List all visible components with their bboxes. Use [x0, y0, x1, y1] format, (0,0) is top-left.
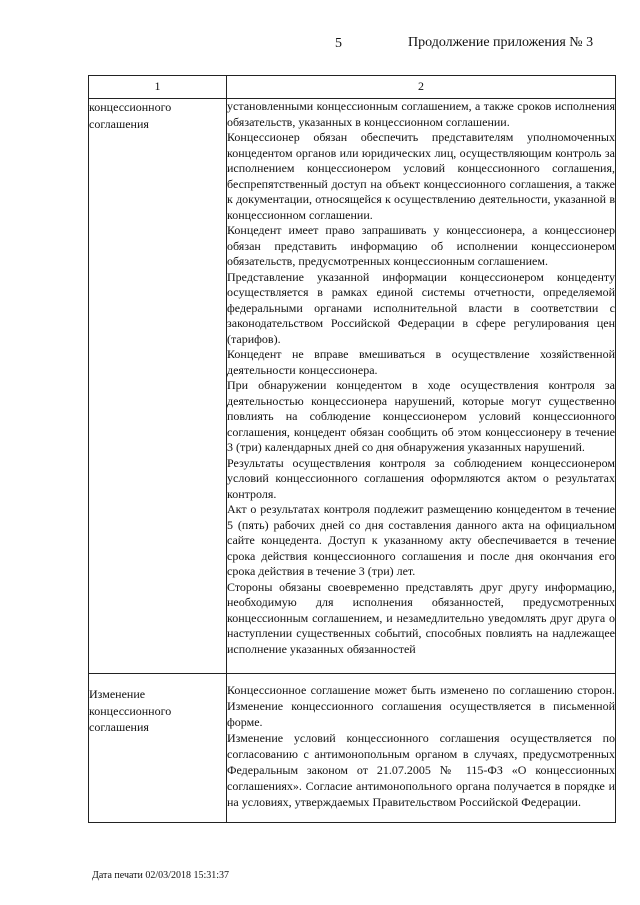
row-content	[227, 99, 616, 674]
paragraph: Концессионер обязан обеспечить представителям уполномоченных концедентом органов или юридических лиц, осуществляющим контроль за исполнением концессионером условий концессионного соглашения, беспрепятственный доступ на объект концессионного соглашения, а также к документации, относящейся к осуществлению деятельности, указанной в концессионном соглашении.	[227, 130, 615, 222]
row-label: Изменение концессионного соглашения	[89, 674, 227, 823]
table-row	[89, 674, 616, 823]
table-row	[89, 99, 616, 674]
paragraph: установленными концессионным соглашением, а также сроков исполнения обязательств, указанных в концессионном соглашении.	[227, 99, 615, 129]
paragraph: Стороны обязаны своевременно представлять друг другу информацию, необходимую для исполнения обязанностей, предусмотренных концессионным соглашением, и незамедлительно уведомлять друг друга о наступлении существенных событий, способных повлиять на надлежащее исполнение указанных обязанностей	[227, 579, 615, 656]
paragraph: Акт о результатах контроля подлежит размещению концедентом в течение 5 (пять) рабочих дней со дня составления данного акта на официальном сайте концедента. Доступ к указанному акту обеспечивается в течение срока действия концессионного соглашения и после дня окончания его срока действия в течение 3 (три) лет.	[227, 502, 615, 578]
paragraph: Изменение условий концессионного соглашения осуществляется по согласованию с антимонопольным органом в случаях, предусмотренных Федеральным законом от 21.07.2005 № 115-ФЗ «О концессионных соглашениях». Согласие антимонопольного органа получается в порядке и на условиях, утверждаемых Правительством Российской Федерации.	[227, 731, 615, 809]
paragraph: Представление указанной информации концессионером концеденту осуществляется в рамках единой системы отчетности, определяемой федеральными органами исполнительной власти в соответствии с законодательством Российской Федерации в сфере регулирования цен (тарифов).	[227, 269, 615, 346]
column-header-2: 2	[227, 76, 616, 99]
column-header-1: 1	[89, 76, 227, 99]
row-content	[227, 674, 616, 823]
paragraph: Концедент имеет право запрашивать у концессионера, а концессионер обязан представить информацию об исполнении концессионером обязательств, предусмотренных концессионным соглашением.	[227, 223, 615, 268]
appendix-heading: Продолжение приложения № 3	[408, 35, 594, 50]
print-date: Дата печати 02/03/2018 15:31:37	[92, 870, 230, 881]
paragraph: Концедент не вправе вмешиваться в осуществление хозяйственной деятельности концессионера.	[227, 347, 615, 377]
table-header-row	[89, 76, 616, 99]
paragraph: Результаты осуществления контроля за соблюдением концессионером условий концессионного соглашения оформляются актом о результатах контроля.	[227, 455, 615, 501]
document-table	[88, 75, 616, 823]
paragraph: При обнаружении концедентом в ходе осуществления контроля за деятельностью концессионера нарушений, которые могут существенно повлиять на соблюдение концессионером условий концессионного соглашения, концедент обязан сообщить об этом концессионеру в течение 3 (три) календарных дней со дня обнаружения указанных нарушений.	[227, 378, 615, 454]
page-number: 5	[335, 36, 342, 51]
row-label: концессионного соглашения	[89, 99, 227, 674]
paragraph: Концессионное соглашение может быть изменено по соглашению сторон. Изменение концессионного соглашения осуществляется в письменной форме.	[227, 683, 615, 729]
